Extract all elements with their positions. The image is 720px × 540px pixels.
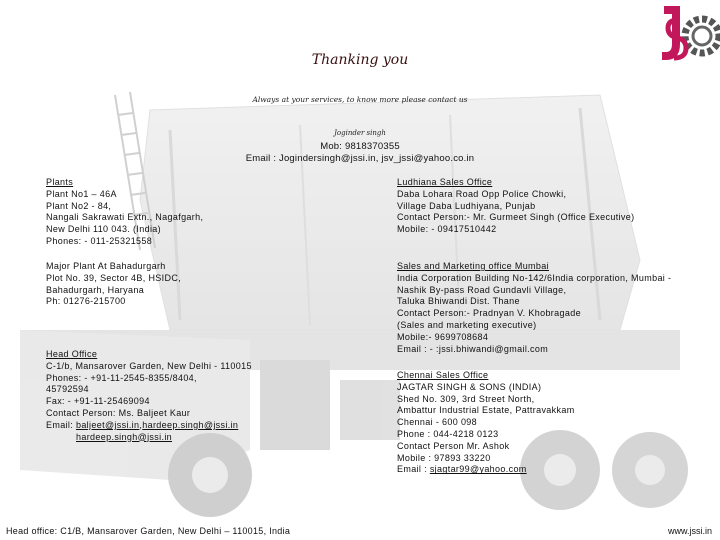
head-office-email-label: Email: [46, 419, 76, 430]
page-subtitle: Always at your services, to know more please contact us [252, 95, 468, 104]
chennai-section [397, 370, 575, 476]
chennai-email-row [397, 464, 575, 476]
email-separator: , [139, 419, 143, 430]
chennai-line: Contact Person Mr. Ashok [397, 440, 510, 451]
plants-line: New Delhi 110 043. (India) [46, 224, 161, 235]
mumbai-line: Taluka Bhiwandi Dist. Thane [397, 296, 520, 307]
plants-line: Phones: - 011-25321558 [46, 235, 153, 246]
page-title: Thanking you [311, 52, 409, 68]
chennai-line: Ambattur Industrial Estate, Pattravakkam [397, 405, 575, 416]
plants-heading: Plants [46, 177, 74, 187]
head-office-line: Contact Person: Ms. Baljeet Kaur [46, 407, 191, 418]
chennai-line: Chennai - 600 098 [397, 417, 478, 428]
head-office-line: C-1/b, Mansarover Garden, New Delhi - 110015 [46, 360, 252, 371]
chennai-email-link[interactable]: sjagtar99@yahoo.com [429, 464, 527, 475]
plants-section [46, 177, 203, 248]
head-office-line: Fax: - +91-11-25469094 [46, 396, 150, 407]
mumbai-line: Email : - :jssi.bhiwandi@gmail.com [397, 343, 549, 354]
chennai-line: Shed No. 309, 3rd Street North, [397, 393, 535, 404]
plants-line: Nangali Sakrawati Extn., Nagafgarh, [46, 212, 204, 223]
ludhiana-line: Daba Lohara Road Opp Police Chowki, [397, 188, 567, 199]
footer-website-link[interactable]: www.jssi.in [667, 526, 712, 536]
chennai-line: JAGTAR SINGH & SONS (INDIA) [397, 381, 542, 392]
plants-line: Plant No1 – 46A [46, 188, 117, 199]
head-office-email-link[interactable]: hardeep.singh@jssi.in [76, 431, 173, 442]
mumbai-heading: Sales and Marketing office Mumbai [397, 261, 549, 271]
head-office-email-row [46, 420, 252, 432]
ludhiana-line: Village Daba Ludhiyana, Punjab [397, 200, 536, 211]
contact-email: Email : Jogindersingh@jssi.in, jsv_jssi@yahoo.co.in [245, 153, 475, 164]
chennai-heading: Chennai Sales Office [397, 370, 489, 380]
ludhiana-line: Contact Person:- Mr. Gurmeet Singh (Office Executive) [397, 212, 635, 223]
mumbai-line: India Corporation Building No-142/6India corporation, Mumbai - [397, 272, 672, 283]
chennai-email-label: Email : [397, 464, 430, 475]
head-office-line: Phones: - +91-11-2545-8355/8404, [46, 372, 197, 383]
head-office-line: 45792594 [46, 384, 89, 395]
ludhiana-line: Mobile: - 09417510442 [397, 224, 497, 235]
head-office-section [46, 349, 252, 443]
major-plant-section [46, 261, 181, 308]
footer-address: Head office: C1/B, Mansarover Garden, New Delhi – 110015, India [6, 526, 291, 536]
head-office-heading: Head Office [46, 349, 98, 359]
mumbai-line: Contact Person:- Pradnyan V. Khobragade [397, 308, 581, 319]
mumbai-section [397, 261, 671, 355]
major-plant-line: Major Plant At Bahadurgarh [46, 261, 166, 271]
mumbai-line: (Sales and marketing executive) [397, 319, 537, 330]
chennai-line: Phone : 044-4218 0123 [397, 428, 499, 439]
contact-mobile: Mob: 9818370355 [320, 141, 400, 152]
mumbai-line: Mobile:- 9699708684 [397, 331, 489, 342]
major-plant-line: Bahadurgarh, Haryana [46, 284, 145, 295]
major-plant-line: Ph: 01276-215700 [46, 296, 126, 307]
contact-name: Joginder singh [334, 129, 386, 137]
ludhiana-heading: Ludhiana Sales Office [397, 177, 493, 187]
head-office-email-link[interactable]: hardeep.singh@jssi.in [142, 419, 239, 430]
head-office-email-row [46, 432, 252, 444]
mumbai-line: Nashik By-pass Road Gundavli Village, [397, 284, 567, 295]
ludhiana-section [397, 177, 634, 236]
major-plant-line: Plot No. 39, Sector 4B, HSIDC, [46, 272, 182, 283]
plants-line: Plant No2 - 84, [46, 200, 112, 211]
chennai-line: Mobile : 97893 33220 [397, 452, 491, 463]
head-office-email-link[interactable]: baljeet@jssi.in [75, 419, 140, 430]
